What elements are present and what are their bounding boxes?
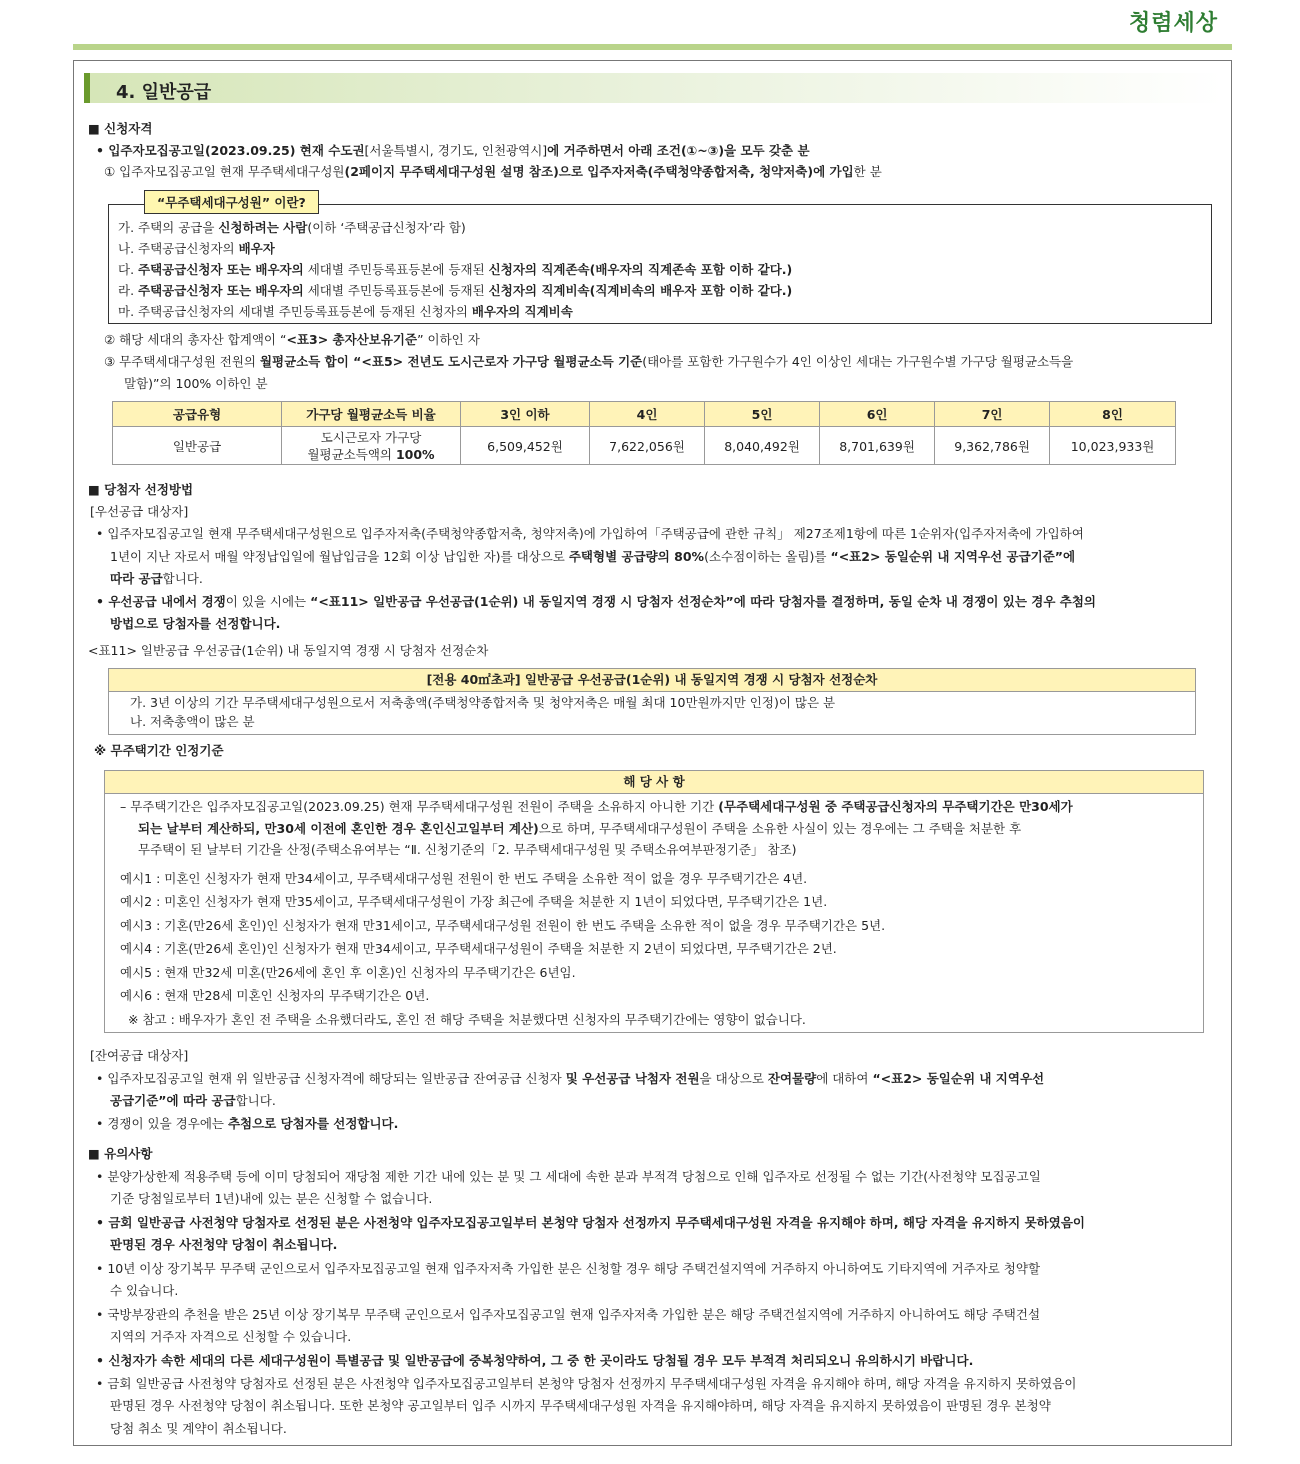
- note-item: 수 있습니다.: [110, 1283, 179, 1298]
- table-cell: 일반공급: [113, 427, 282, 465]
- table11-item: 가. 3년 이상의 기간 무주택세대구성원으로서 저축총액(주택청약종합저축 및 청약저축은 매월 최대 10만원까지만 인정)이 많은 분: [130, 695, 836, 710]
- condition-3: ③ 무주택세대구성원 전원의 월평균소득 합이 “<표5> 전년도 도시근로자 가구당 월평균소득 기준(태아를 포함한 가구원수가 4인 이상인 세대는 가구원수별 가구당 월평균소득을: [104, 354, 1074, 369]
- note-item: • 국방부장관의 추천을 받은 25년 이상 장기복무 무주택 군인으로서 입주자모집공고일 현재 입주자저축 가입한 분은 해당 주택건설지역에 거주하지 아니하여도 해당 주택건설: [96, 1307, 1041, 1322]
- table-header: 5인: [705, 402, 820, 427]
- example-line: 예시4 : 기혼(만26세 혼인)인 신청자가 현재 만34세이고, 무주택세대구성원이 주택을 처분한 지 2년이 되었다면, 무주택기간은 2년.: [120, 941, 837, 956]
- priority-para-1: 따라 공급합니다.: [110, 571, 203, 586]
- table11-item: 나. 저축총액이 많은 분: [130, 714, 255, 729]
- definition-item: 라. 주택공급신청자 또는 배우자의 세대별 주민등록표등본에 등재된 신청자의 직계비속(직계비속의 배우자 포함 이하 같다.): [118, 283, 793, 298]
- income-table: [112, 401, 1176, 465]
- section-title: 4. 일반공급: [116, 82, 212, 103]
- table-header: 7인: [935, 402, 1050, 427]
- table-cell: 9,362,786원: [935, 427, 1050, 465]
- note-item: 기준 당첨일로부터 1년)내에 있는 분은 신청할 수 없습니다.: [110, 1191, 433, 1206]
- note-item: • 10년 이상 장기복무 무주택 군인으로서 입주자모집공고일 현재 입주자저축 가입한 분은 신청할 경우 해당 주택건설지역에 거주하지 아니하여도 기타지역에 거주자로 청약할: [96, 1261, 1041, 1276]
- note-item: 지역의 거주자 자격으로 신청할 수 있습니다.: [110, 1329, 352, 1344]
- priority-heading: [우선공급 대상자]: [90, 504, 189, 519]
- remain-heading: [잔여공급 대상자]: [90, 1048, 189, 1063]
- table-header: 6인: [820, 402, 935, 427]
- notes-heading: ■ 유의사항: [88, 1146, 153, 1161]
- table-header: 3인 이하: [461, 402, 590, 427]
- note-item: 당첨 취소 및 계약이 취소됩니다.: [110, 1421, 287, 1436]
- nohome-line: 되는 날부터 계산하되, 만30세 이전에 혼인한 경우 혼인신고일부터 계산)으로 하며, 무주택세대구성원이 주택을 소유한 사실이 있는 경우에는 그 주택을 처분한 후: [138, 821, 1022, 836]
- table-cell: 8,701,639원: [820, 427, 935, 465]
- definition-item: 나. 주택공급신청자의 배우자: [118, 241, 275, 256]
- eligibility-line1: • 입주자모집공고일(2023.09.25) 현재 수도권[서울특별시, 경기도, 인천광역시]에 거주하면서 아래 조건(①~③)을 모두 갖춘 분: [96, 143, 810, 158]
- note-item: • 금회 일반공급 사전청약 당첨자로 선정된 분은 사전청약 입주자모집공고일부터 본청약 당첨자 선정까지 무주택세대구성원 자격을 유지해야 하며, 해당 자격을 유지하지 못하였음이: [96, 1376, 1077, 1391]
- remain-para-2: • 경쟁이 있을 경우에는 추첨으로 당첨자를 선정합니다.: [96, 1116, 399, 1131]
- table-header: 8인: [1050, 402, 1176, 427]
- definition-box-title: “무주택세대구성원” 이란?: [144, 190, 319, 214]
- note-item: 판명된 경우 사전청약 당첨이 취소됩니다.: [110, 1237, 338, 1252]
- priority-para-2: 방법으로 당첨자를 선정합니다.: [110, 616, 281, 631]
- table11-caption: <표11> 일반공급 우선공급(1순위) 내 동일지역 경쟁 시 당첨자 선정순차: [88, 643, 489, 658]
- table-header: 4인: [590, 402, 705, 427]
- note-item: • 금회 일반공급 사전청약 당첨자로 선정된 분은 사전청약 입주자모집공고일부터 본청약 당첨자 선정까지 무주택세대구성원 자격을 유지해야 하며, 해당 자격을 유지하지 못하였음이: [96, 1215, 1085, 1230]
- reference-note: ※ 참고 : 배우자가 혼인 전 주택을 소유했더라도, 혼인 전 해당 주택을 처분했다면 신청자의 무주택기간에는 영향이 없습니다.: [128, 1012, 806, 1027]
- table-cell: 6,509,452원: [461, 427, 590, 465]
- eligibility-heading: ■ 신청자격: [88, 121, 153, 136]
- condition-3-cont: 말함)”의 100% 이하인 분: [124, 376, 268, 391]
- example-line: 예시2 : 미혼인 신청자가 현재 만35세이고, 무주택세대구성원이 가장 최근에 주택을 처분한 지 1년이 되었다면, 무주택기간은 1년.: [120, 894, 828, 909]
- table-cell: 7,622,056원: [590, 427, 705, 465]
- definition-item: 다. 주택공급신청자 또는 배우자의 세대별 주민등록표등본에 등재된 신청자의 직계존속(배우자의 직계존속 포함 이하 같다.): [118, 262, 793, 277]
- example-line: 예시1 : 미혼인 신청자가 현재 만34세이고, 무주택세대구성원 전원이 한 번도 주택을 소유한 적이 없을 경우 무주택기간은 4년.: [120, 871, 808, 886]
- section-title-bar: [84, 73, 1224, 103]
- nohome-header: 해 당 사 항: [104, 770, 1204, 794]
- example-line: 예시3 : 기혼(만26세 혼인)인 신청자가 현재 만31세이고, 무주택세대구성원 전원이 한 번도 주택을 소유한 적이 없을 경우 무주택기간은 5년.: [120, 918, 886, 933]
- priority-para-2: • 우선공급 내에서 경쟁이 있을 시에는 “<표11> 일반공급 우선공급(1순위) 내 동일지역 경쟁 시 당첨자 선정순차”에 따라 당첨자를 결정하며, 동일 순차 내 경쟁이 있는 경우 추첨의: [96, 594, 1096, 609]
- logo-text: 청렴세상: [1128, 10, 1218, 36]
- table-cell: 10,023,933원: [1050, 427, 1176, 465]
- remain-para-1: • 입주자모집공고일 현재 위 일반공급 신청자격에 해당되는 일반공급 잔여공급 신청자 및 우선공급 낙첨자 전원을 대상으로 잔여물량에 대하여 “<표2> 동일순위 내 지역우선: [96, 1071, 1045, 1086]
- note-item: • 신청자가 속한 세대의 다른 세대구성원이 특별공급 및 일반공급에 중복청약하여, 그 중 한 곳이라도 당첨될 경우 모두 부적격 처리되오니 유의하시기 바랍니다.: [96, 1353, 974, 1368]
- table11-header: [전용 40㎡초과] 일반공급 우선공급(1순위) 내 동일지역 경쟁 시 당첨자 선정순차: [108, 668, 1196, 692]
- table-header: 가구당 월평균소득 비율: [282, 402, 461, 427]
- nohome-heading: ※ 무주택기간 인정기준: [94, 743, 224, 758]
- example-line: 예시5 : 현재 만32세 미혼(만26세에 혼인 후 이혼)인 신청자의 무주택기간은 6년임.: [120, 965, 576, 980]
- selection-heading: ■ 당첨자 선정방법: [88, 482, 194, 497]
- nohome-line: – 무주택기간은 입주자모집공고일(2023.09.25) 현재 무주택세대구성원 전원이 주택을 소유하지 아니한 기간 (무주택세대구성원 중 주택공급신청자의 무주택기간은 만30세가: [120, 799, 1073, 814]
- logo: [1129, 6, 1218, 37]
- table-cell: 8,040,492원: [705, 427, 820, 465]
- example-line: 예시6 : 현재 만28세 미혼인 신청자의 무주택기간은 0년.: [120, 988, 430, 1003]
- note-item: • 분양가상한제 적용주택 등에 이미 당첨되어 재당첨 제한 기간 내에 있는 분 및 그 세대에 속한 분과 부적격 당첨으로 인해 입주자로 선정될 수 없는 기간(사전청약 모집공고일: [96, 1169, 1041, 1184]
- note-item: 판명된 경우 사전청약 당첨이 취소됩니다. 또한 본청약 공고일부터 입주 시까지 무주택세대구성원 자격을 유지해야하며, 해당 자격을 유지하지 못하였음이 판명된 경우 본청약: [110, 1398, 1051, 1413]
- remain-para-1: 공급기준”에 따라 공급합니다.: [110, 1093, 276, 1108]
- definition-item: 가. 주택의 공급을 신청하려는 사람(이하 ‘주택공급신청자’라 함): [118, 220, 466, 235]
- definition-item: 마. 주택공급신청자의 세대별 주민등록표등본에 등재된 신청자의 배우자의 직계비속: [118, 304, 573, 319]
- table-row: [113, 427, 1176, 465]
- priority-para-1: • 입주자모집공고일 현재 무주택세대구성원으로 입주자저축(주택청약종합저축, 청약저축)에 가입하여「주택공급에 관한 규칙」 제27조제1항에 따른 1순위자(입주자저축에 가입하여: [96, 526, 1084, 541]
- condition-1: ① 입주자모집공고일 현재 무주택세대구성원(2페이지 무주택세대구성원 설명 참조)으로 입주자저축(주택청약종합저축, 청약저축)에 가입한 분: [104, 164, 882, 179]
- header-bar: [73, 44, 1232, 50]
- priority-para-1: 1년이 지난 자로서 매월 약정납입일에 월납입금을 12회 이상 납입한 자)를 대상으로 주택형별 공급량의 80%(소수점이하는 올림)를 “<표2> 동일순위 내 지역우선 공급기준”에: [110, 549, 1076, 564]
- table-cell: 도시근로자 가구당 월평균소득액의 100%: [282, 427, 461, 465]
- nohome-line: 무주택이 된 날부터 기간을 산정(주택소유여부는 “Ⅱ. 신청기준의「2. 무주택세대구성원 및 주택소유여부판정기준」 참조): [138, 842, 797, 857]
- table-header: 공급유형: [113, 402, 282, 427]
- condition-2: ② 해당 세대의 총자산 합계액이 “<표3> 총자산보유기준” 이하인 자: [104, 332, 480, 347]
- content-frame: [73, 60, 1232, 1446]
- table-header-row: [113, 402, 1176, 427]
